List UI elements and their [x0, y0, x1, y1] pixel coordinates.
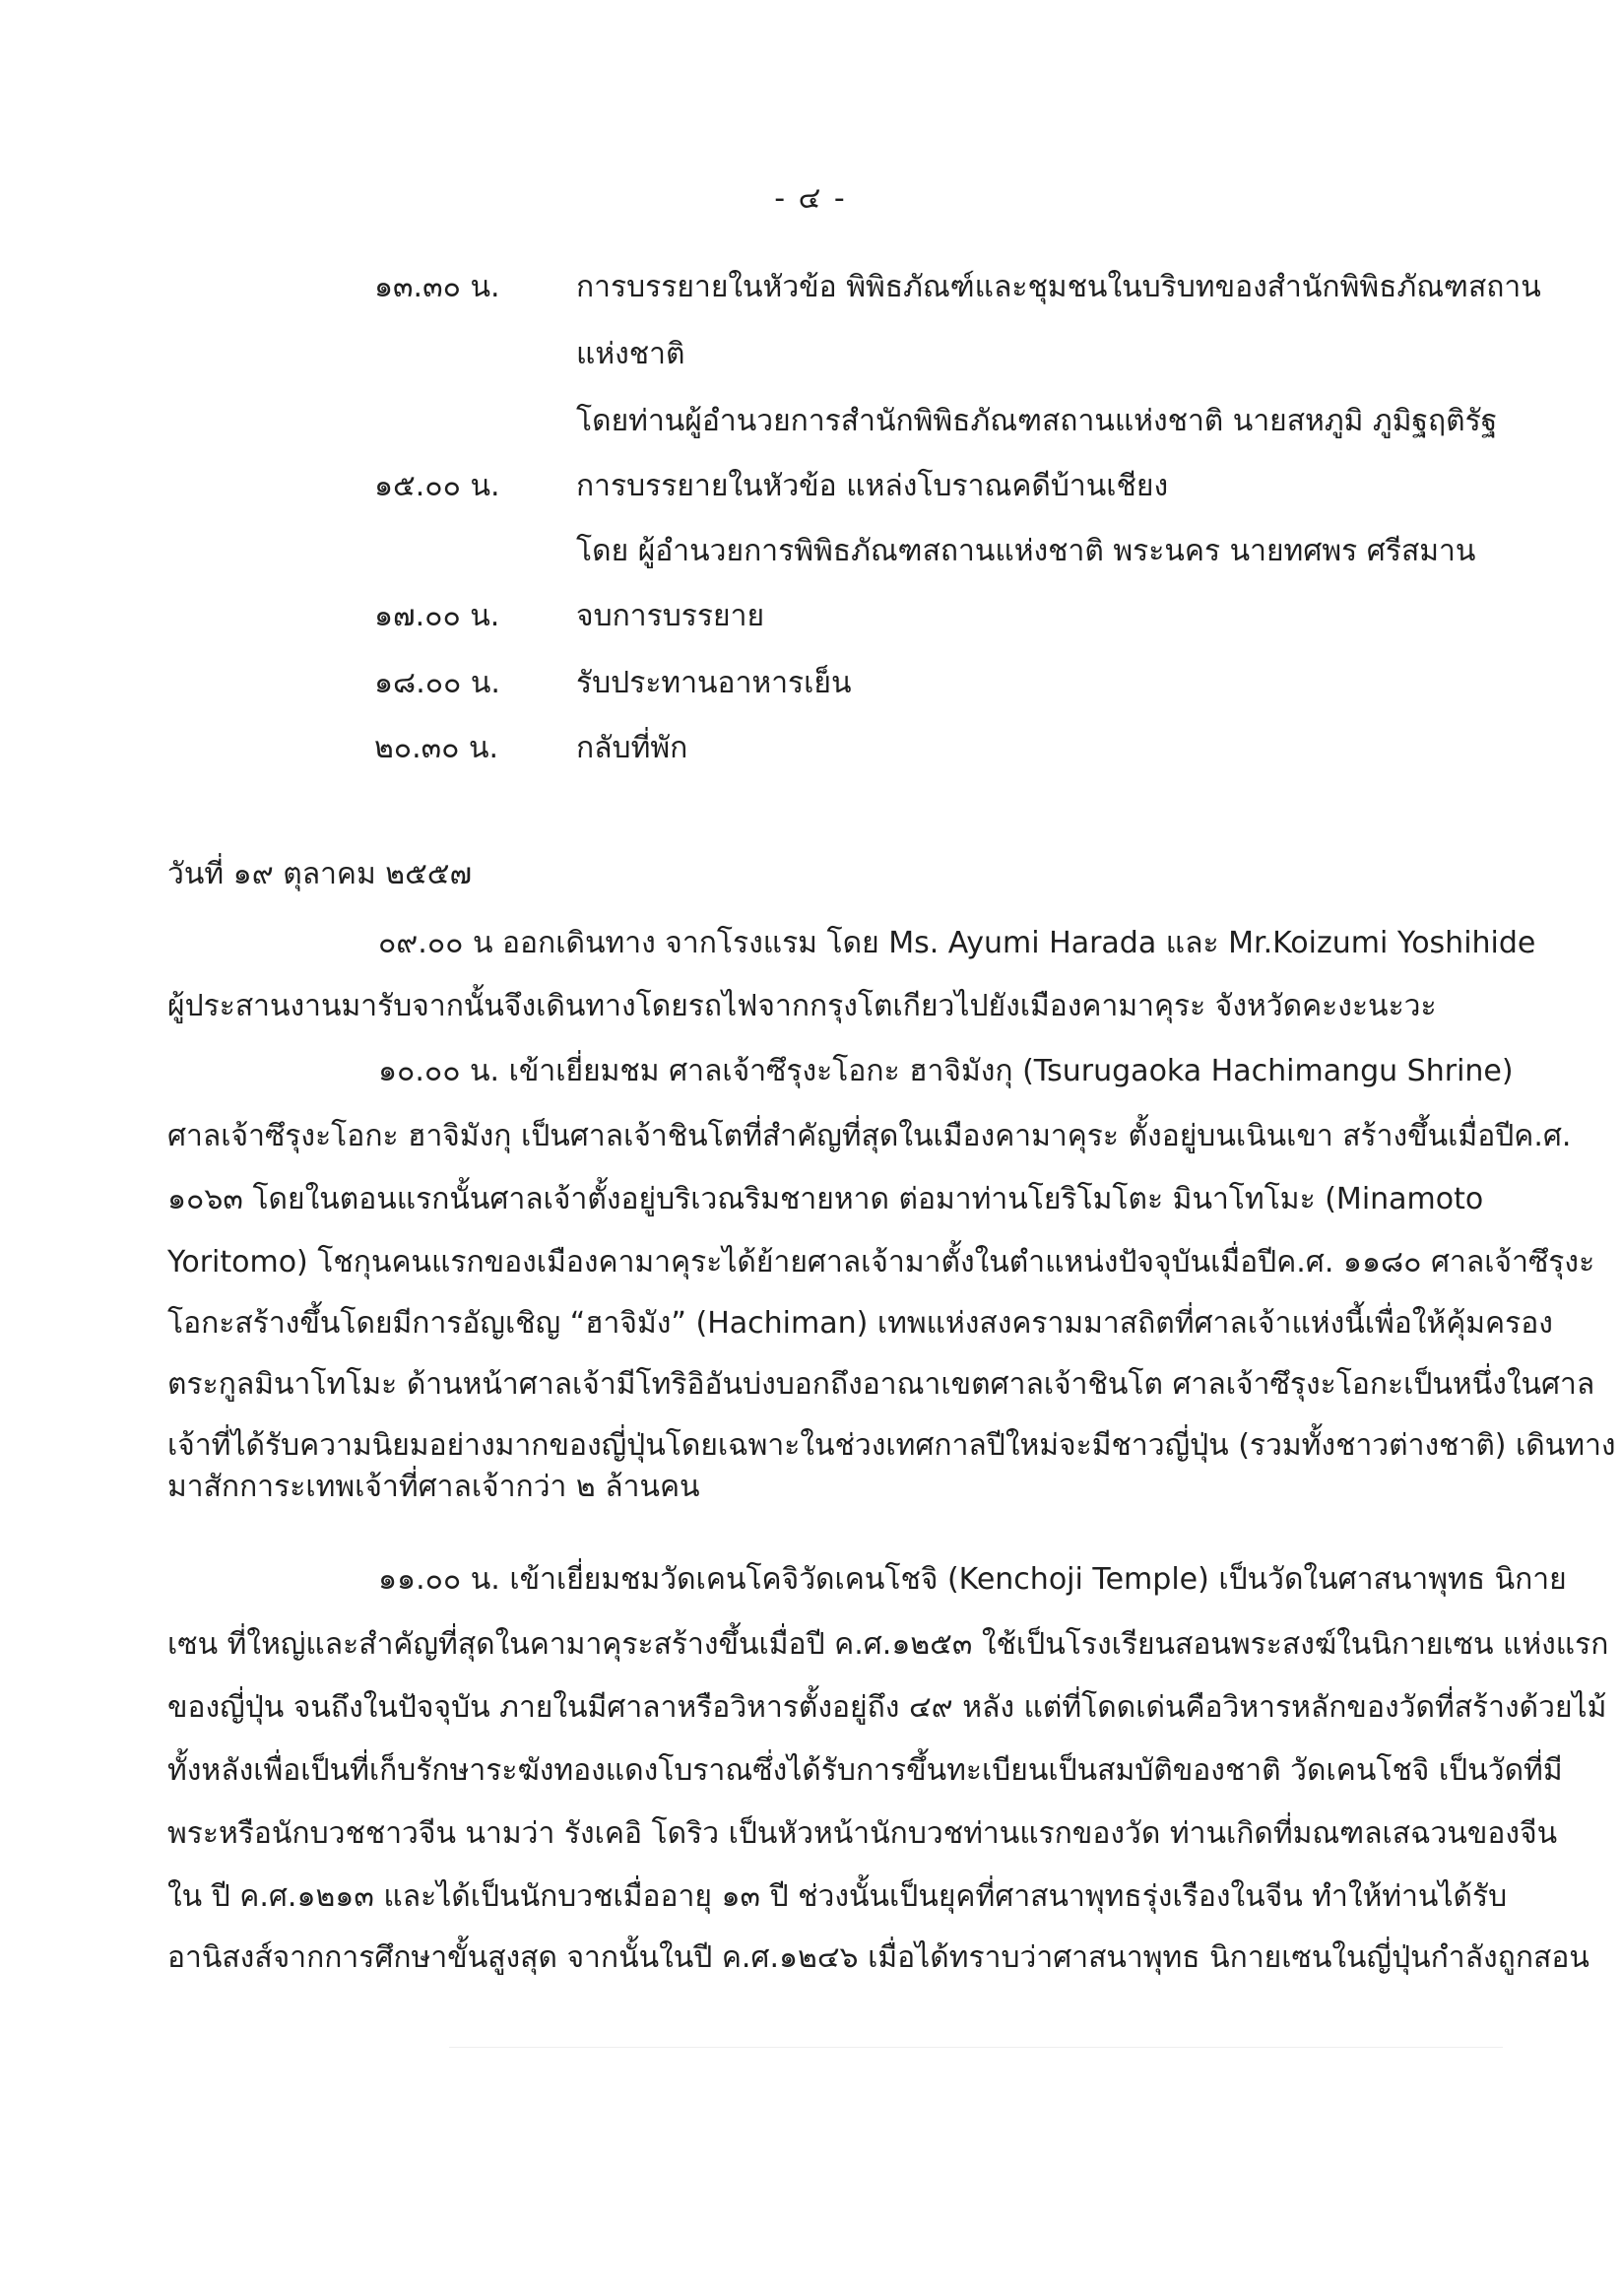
- page-number: - ๔ -: [774, 181, 847, 216]
- schedule-text: โดย ผู้อำนวยการพิพิธภัณฑสถานแห่งชาติ พระนคร นายทศพร ศรีสมาน: [576, 534, 1476, 568]
- paragraph-line: ๐๙.๐๐ น ออกเดินทาง จากโรงแรม โดย Ms. Ayumi Harada และ Mr.Koizumi Yoshihide: [378, 926, 1536, 960]
- schedule-text: โดยท่านผู้อำนวยการสำนักพิพิธภัณฑสถานแห่งชาติ นายสหภูมิ ภูมิฐฤติรัฐ: [576, 404, 1498, 438]
- paragraph-line: ศาลเจ้าซึรุงะโอกะ ฮาจิมังกุ เป็นศาลเจ้าชินโตที่สำคัญที่สุดในเมืองคามาคุระ ตั้งอยู่บนเนินเขา สร้างขึ้นเมื่อปีค.ศ.: [167, 1119, 1572, 1153]
- paragraph-line: โอกะสร้างขึ้นโดยมีการอัญเชิญ “ฮาจิมัง” (Hachiman) เทพแห่งสงครามมาสถิตที่ศาลเจ้าแห่งนี้เพื่อให้คุ้มครอง: [167, 1306, 1553, 1341]
- schedule-row: [0, 593, 1621, 636]
- schedule-row: [0, 264, 1621, 307]
- paragraph-line: พระหรือนักบวชชาวจีน นามว่า รังเคอิ โดริว เป็นหัวหน้านักบวชท่านแรกของวัด ท่านเกิดที่มณฑลเสฉวนของจีน: [167, 1816, 1558, 1851]
- schedule-row: [0, 463, 1621, 506]
- paragraph-line: เซน ที่ใหญ่และสำคัญที่สุดในคามาคุระสร้างขึ้นเมื่อปี ค.ศ.๑๒๕๓ ใช้เป็นโรงเรียนสอนพระสงฆ์ในนิกายเซน แห่งแรก: [167, 1627, 1609, 1662]
- schedule-time: ๑๗.๐๐ น.: [374, 599, 500, 633]
- schedule-time: ๒๐.๓๐ น.: [374, 731, 499, 765]
- paragraph-line: ๑๑.๐๐ น. เข้าเยี่ยมชมวัดเคนโคจิวัดเคนโชจิ (Kenchoji Temple) เป็นวัดในศาสนาพุทธ นิกาย: [378, 1562, 1567, 1597]
- schedule-time: ๑๓.๓๐ น.: [374, 270, 500, 304]
- schedule-row: [0, 725, 1621, 768]
- schedule-row: [0, 660, 1621, 703]
- schedule-text: จบการบรรยาย: [576, 599, 765, 633]
- paragraph-line: Yoritomo) โชกุนคนแรกของเมืองคามาคุระได้ย้ายศาลเจ้ามาตั้งในตำแหน่งปัจจุบันเมื่อปีค.ศ. ๑๑๘๐ ศาลเจ้าซึรุงะ: [167, 1245, 1595, 1279]
- paragraph-line: ผู้ประสานงานมารับจากนั้นจึงเดินทางโดยรถไฟจากกรุงโตเกียวไปยังเมืองคามาคุระ จังหวัดคะงะนะวะ: [167, 989, 1437, 1023]
- paragraph-line: ๑๐.๐๐ น. เข้าเยี่ยมชม ศาลเจ้าซึรุงะโอกะ ฮาจิมังกุ (Tsurugaoka Hachimangu Shrine): [378, 1054, 1514, 1088]
- schedule-text: แห่งชาติ: [576, 337, 685, 371]
- paragraph-line: ของญี่ปุ่น จนถึงในปัจจุบัน ภายในมีศาลาหรือวิหารตั้งอยู่ถึง ๔๙ หลัง แต่ที่โดดเด่นคือวิหารหลักของวัดที่สร้างด้วยไม้: [167, 1690, 1607, 1725]
- schedule-row-continued: [0, 528, 1621, 571]
- schedule-text: รับประทานอาหารเย็น: [576, 666, 852, 700]
- paragraph-line: ทั้งหลังเพื่อเป็นที่เก็บรักษาระฆังทองแดงโบราณซึ่งได้รับการขึ้นทะเบียนเป็นสมบัติของชาติ วัดเคนโชจิ เป็นวัดที่มี: [167, 1753, 1563, 1788]
- paragraph-line: เจ้าที่ได้รับความนิยมอย่างมากของญี่ปุ่นโดยเฉพาะในช่วงเทศกาลปีใหม่จะมีชาวญี่ปุ่น (รวมทั้งชาวต่างชาติ) เดินทาง: [167, 1428, 1616, 1463]
- schedule-time: ๑๕.๐๐ น.: [374, 469, 500, 503]
- schedule-row-continued: [0, 398, 1621, 441]
- paragraph-line: ใน ปี ค.ศ.๑๒๑๓ และได้เป็นนักบวชเมื่ออายุ ๑๓ ปี ช่วงนั้นเป็นยุคที่ศาสนาพุทธรุ่งเรืองในจีน ทำให้ท่านได้รับ: [167, 1879, 1508, 1914]
- date-heading: วันที่ ๑๙ ตุลาคม ๒๕๕๗: [167, 857, 473, 891]
- schedule-text: กลับที่พัก: [576, 731, 688, 765]
- scan-edge-line: [449, 2047, 1503, 2048]
- paragraph-line: ตระกูลมินาโทโมะ ด้านหน้าศาลเจ้ามีโทริอิอันบ่งบอกถึงอาณาเขตศาลเจ้าชินโต ศาลเจ้าซึรุงะโอกะเป็นหนึ่งในศาล: [167, 1367, 1595, 1402]
- paragraph-line: อานิสงส์จากการศึกษาขั้นสูงสุด จากนั้นในปี ค.ศ.๑๒๔๖ เมื่อได้ทราบว่าศาสนาพุทธ นิกายเซนในญี่ปุ่นกำลังถูกสอน: [167, 1940, 1589, 1975]
- paragraph-line: ๑๐๖๓ โดยในตอนแรกนั้นศาลเจ้าตั้งอยู่บริเวณริมชายหาด ต่อมาท่านโยริโมโตะ มินาโทโมะ (Minamoto: [167, 1182, 1484, 1216]
- paragraph-line: มาสักการะเทพเจ้าที่ศาลเจ้ากว่า ๒ ล้านคน: [167, 1470, 700, 1504]
- schedule-time: ๑๘.๐๐ น.: [374, 666, 500, 700]
- schedule-text: การบรรยายในหัวข้อ พิพิธภัณฑ์และชุมชนในบริบทของสำนักพิพิธภัณฑสถาน: [576, 270, 1541, 304]
- schedule-text: การบรรยายในหัวข้อ แหล่งโบราณคดีบ้านเชียง: [576, 469, 1169, 503]
- schedule-row-continued: [0, 331, 1621, 374]
